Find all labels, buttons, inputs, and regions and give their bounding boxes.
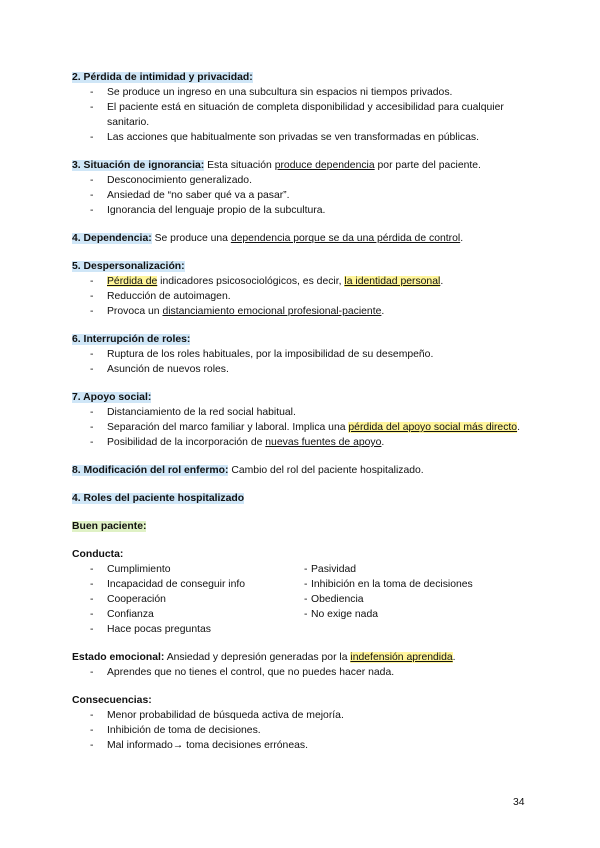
- list-item: - Inhibición en la toma de decisiones: [304, 577, 473, 592]
- list-item: - Confianza: [72, 607, 304, 622]
- list-item: - Provoca un distanciamiento emocional profesional-paciente.: [72, 304, 532, 319]
- list-item: - Incapacidad de conseguir info: [72, 577, 304, 592]
- subheading: Estado emocional: Ansiedad y depresión generadas por la indefensión aprendida.: [72, 652, 456, 663]
- list-item: - Mal informado→ toma decisiones erróneas.: [72, 738, 532, 753]
- section-dependence: [72, 231, 532, 246]
- list-item: - Pérdida de indicadores psicosociológicos, es decir, la identidad personal.: [72, 274, 532, 289]
- list-item: - Distanciamiento de la red social habitual.: [72, 405, 532, 420]
- list-item: - Menor probabilidad de búsqueda activa de mejoría.: [72, 708, 532, 723]
- section-ignorance: [72, 158, 532, 218]
- list-item: - Ansiedad de “no saber qué va a pasar”.: [72, 188, 532, 203]
- page-number: 34: [513, 797, 525, 808]
- two-column-list: [72, 562, 532, 637]
- list-item: - Obediencia: [304, 592, 473, 607]
- section-conduct: [72, 547, 532, 637]
- list-item: - Desconocimiento generalizado.: [72, 173, 532, 188]
- section-heading: 5. Despersonalización:: [72, 261, 185, 272]
- section-heading: 3. Situación de ignorancia: Esta situación produce dependencia por parte del paciente.: [72, 160, 481, 171]
- section-heading: 4. Roles del paciente hospitalizado: [72, 493, 245, 504]
- bullet-list: [72, 405, 532, 450]
- section-roles-title: [72, 491, 532, 506]
- bullet-list: [72, 274, 532, 319]
- bullet-list-left: [72, 562, 304, 637]
- section-social-support: [72, 390, 532, 450]
- section-consequences: [72, 693, 532, 753]
- list-item: - Ignorancia del lenguaje propio de la subcultura.: [72, 203, 532, 218]
- bullet-list: [72, 708, 532, 753]
- subheading: Buen paciente:: [72, 521, 147, 532]
- list-item: - No exige nada: [304, 607, 473, 622]
- list-item: - Pasividad: [304, 562, 473, 577]
- section-sick-role: [72, 463, 532, 478]
- section-heading: 4. Dependencia: Se produce una dependencia porque se da una pérdida de control.: [72, 233, 464, 244]
- bullet-list: [72, 85, 532, 145]
- section-role-interruption: [72, 332, 532, 377]
- list-item: - Inhibición de toma de decisiones.: [72, 723, 532, 738]
- list-item: - El paciente está en situación de completa disponibilidad y accesibilidad para cualquier sanitario.: [72, 100, 532, 130]
- bullet-list: [72, 665, 532, 680]
- list-item: - Cooperación: [72, 592, 304, 607]
- list-item: - Separación del marco familiar y laboral. Implica una pérdida del apoyo social más directo.: [72, 420, 532, 435]
- bullet-list: [72, 173, 532, 218]
- list-item: - Posibilidad de la incorporación de nuevas fuentes de apoyo.: [72, 435, 532, 450]
- subheading: Conducta:: [72, 549, 124, 560]
- section-heading: 7. Apoyo social:: [72, 392, 152, 403]
- list-item: - Hace pocas preguntas: [72, 622, 304, 637]
- list-item: - Ruptura de los roles habituales, por la imposibilidad de su desempeño.: [72, 347, 532, 362]
- list-item: - Cumplimiento: [72, 562, 304, 577]
- section-depersonalization: [72, 259, 532, 319]
- section-privacy: [72, 70, 532, 145]
- section-heading: 8. Modificación del rol enfermo: Cambio del rol del paciente hospitalizado.: [72, 465, 424, 476]
- list-item: - Asunción de nuevos roles.: [72, 362, 532, 377]
- document-page: [72, 70, 532, 766]
- section-emotional-state: [72, 650, 532, 680]
- subheading: Consecuencias:: [72, 695, 152, 706]
- section-heading: 6. Interrupción de roles:: [72, 334, 191, 345]
- list-item: - Aprendes que no tienes el control, que no puedes hacer nada.: [72, 665, 532, 680]
- list-item: - Reducción de autoimagen.: [72, 289, 532, 304]
- section-good-patient: [72, 519, 532, 534]
- section-heading: 2. Pérdida de intimidad y privacidad:: [72, 72, 253, 83]
- list-item: - Las acciones que habitualmente son privadas se ven transformadas en públicas.: [72, 130, 532, 145]
- bullet-list: [72, 347, 532, 377]
- list-item: - Se produce un ingreso en una subcultura sin espacios ni tiempos privados.: [72, 85, 532, 100]
- bullet-list-right: [304, 562, 473, 637]
